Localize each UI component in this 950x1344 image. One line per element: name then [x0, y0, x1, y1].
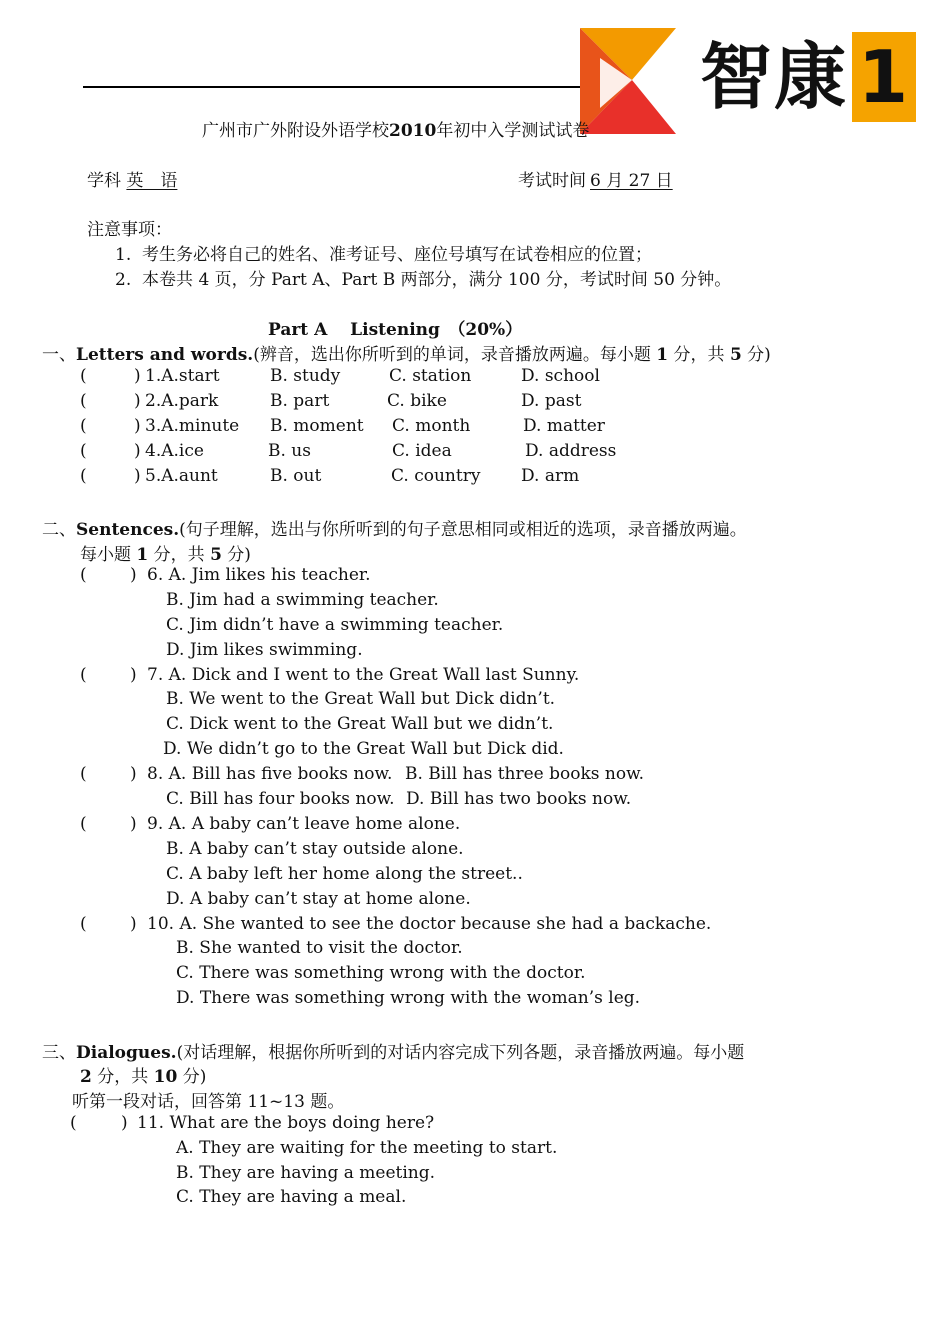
section3-heading: 三、Dialogues.(对话理解，根据你所听到的对话内容完成下列各题，录音播放两遍。每小题: [42, 1043, 745, 1063]
option-a: A. They are waiting for the meeting to start.: [176, 1138, 558, 1158]
option-b: B. A baby can’t stay outside alone.: [166, 839, 464, 859]
option-b: B. Bill has three books now.: [405, 764, 645, 784]
option-b: B. Jim had a swimming teacher.: [166, 590, 439, 610]
question-6: 6. A. Jim likes his teacher.: [147, 565, 371, 585]
option-b: B. They are having a meeting.: [176, 1163, 436, 1183]
page-title: 广州市广外附设外语学校2010年初中入学测试试卷: [202, 121, 590, 141]
answer-paren-close: ): [134, 366, 141, 386]
answer-paren-close: ): [134, 391, 141, 411]
option-c: C. They are having a meal.: [176, 1187, 407, 1207]
option-d: D. school: [521, 366, 600, 386]
answer-paren-close: ): [130, 914, 137, 934]
answer-paren-close: ): [130, 764, 137, 784]
option-d: D. We didn’t go to the Great Wall but Dick did.: [163, 739, 564, 759]
option-c: C. Bill has four books now.: [166, 789, 395, 809]
option-d: D. A baby can’t stay at home alone.: [166, 889, 471, 909]
option-a: 3.A.minute: [145, 416, 240, 436]
option-c: C. There was something wrong with the doctor.: [176, 963, 586, 983]
subject-line: 学科 英 语: [87, 171, 178, 191]
answer-paren-open[interactable]: (: [80, 665, 87, 685]
section2-heading-line2: 每小题 1 分，共 5 分): [80, 545, 251, 565]
option-b: B. part: [270, 391, 330, 411]
exam-time-line: 考试时间 6 月 27 日: [518, 171, 673, 191]
option-d: D. address: [525, 441, 617, 461]
answer-paren-close: ): [130, 565, 137, 585]
logo-text: 智康 1: [700, 32, 916, 122]
option-d: D. Bill has two books now.: [406, 789, 632, 809]
option-c: C. A baby left her home along the street..: [166, 864, 523, 884]
option-a: 1.A.start: [145, 366, 220, 386]
notes-heading: 注意事项：: [87, 220, 172, 240]
option-c: C. Dick went to the Great Wall but we didn’t.: [166, 714, 554, 734]
part-a-title: Part A Listening （20%）: [268, 320, 523, 340]
option-c: C. station: [389, 366, 472, 386]
option-c: C. Jim didn’t have a swimming teacher.: [166, 615, 504, 635]
option-c: C. country: [391, 466, 481, 486]
question-9: 9. A. A baby can’t leave home alone.: [147, 814, 461, 834]
option-b: B. moment: [270, 416, 364, 436]
option-a: 4.A.ice: [145, 441, 204, 461]
answer-paren-open[interactable]: (: [80, 914, 87, 934]
answer-paren-open[interactable]: (: [80, 814, 87, 834]
answer-paren-open[interactable]: (: [80, 416, 87, 436]
question-7: 7. A. Dick and I went to the Great Wall last Sunny.: [147, 665, 580, 685]
question-10: 10. A. She wanted to see the doctor because she had a backache.: [147, 914, 712, 934]
note-item: 2. 本卷共 4 页，分 Part A、Part B 两部分，满分 100 分，考试时间 50 分钟。: [115, 270, 732, 290]
answer-paren-close: ): [134, 416, 141, 436]
option-d: D. past: [521, 391, 582, 411]
option-a: 2.A.park: [145, 391, 219, 411]
question-11: 11. What are the boys doing here?: [137, 1113, 435, 1133]
section3-heading-line2: 2 分，共 10 分): [80, 1067, 207, 1087]
answer-paren-open[interactable]: (: [80, 764, 87, 784]
option-c: C. month: [392, 416, 471, 436]
answer-paren-close: ): [121, 1113, 128, 1133]
option-a: 5.A.aunt: [145, 466, 218, 486]
option-c: C. idea: [392, 441, 452, 461]
option-d: D. matter: [523, 416, 605, 436]
dialogue-intro: 听第一段对话，回答第 11~13 题。: [72, 1092, 345, 1112]
section1-heading: 一、Letters and words.(辨音，选出你所听到的单词，录音播放两遍。每小题 1 分，共 5 分): [42, 345, 771, 365]
option-b: B. She wanted to visit the doctor.: [176, 938, 463, 958]
option-b: B. study: [270, 366, 341, 386]
answer-paren-close: ): [130, 814, 137, 834]
note-item: 1. 考生务必将自己的姓名、准考证号、座位号填写在试卷相应的位置；: [115, 245, 653, 265]
answer-paren-close: ): [134, 441, 141, 461]
option-b: B. We went to the Great Wall but Dick didn’t.: [166, 689, 556, 709]
option-d: D. There was something wrong with the woman’s leg.: [176, 988, 641, 1008]
option-b: B. out: [270, 466, 322, 486]
answer-paren-open[interactable]: (: [80, 466, 87, 486]
question-8: 8. A. Bill has five books now.: [147, 764, 393, 784]
option-c: C. bike: [387, 391, 447, 411]
answer-paren-open[interactable]: (: [80, 565, 87, 585]
logo-mark-icon: [580, 28, 676, 134]
answer-paren-open[interactable]: (: [80, 391, 87, 411]
answer-paren-open[interactable]: (: [80, 441, 87, 461]
option-d: D. Jim likes swimming.: [166, 640, 363, 660]
answer-paren-close: ): [134, 466, 141, 486]
header-rule: [83, 86, 593, 88]
option-b: B. us: [268, 441, 311, 461]
answer-paren-open[interactable]: (: [80, 366, 87, 386]
option-d: D. arm: [521, 466, 580, 486]
answer-paren-close: ): [130, 665, 137, 685]
section2-heading: 二、Sentences.(句子理解，选出与你所听到的句子意思相同或相近的选项，录音播放两遍。: [42, 520, 747, 540]
answer-paren-open[interactable]: (: [70, 1113, 77, 1133]
